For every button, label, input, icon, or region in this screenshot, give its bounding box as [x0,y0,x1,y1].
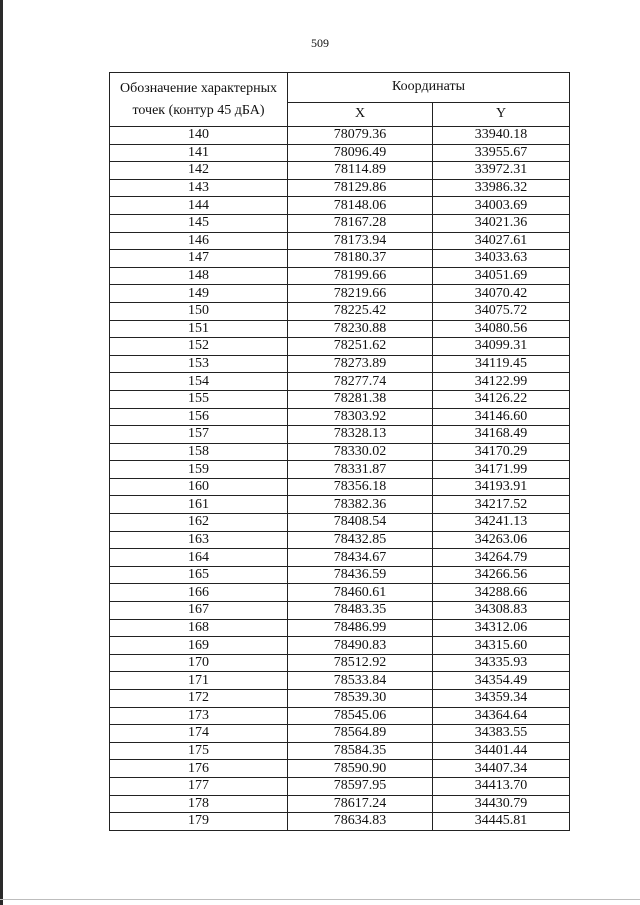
table-row [110,566,570,584]
table-row [110,584,570,602]
point-number-cell: 143 [110,179,288,197]
y-coordinate-cell: 34364.64 [433,707,570,725]
point-number-cell: 166 [110,584,288,602]
x-coordinate-cell: 78330.02 [288,443,433,461]
y-coordinate-cell: 34264.79 [433,549,570,567]
point-number-cell: 174 [110,725,288,743]
x-coordinate-cell: 78436.59 [288,566,433,584]
y-column-header: Y [433,102,570,126]
point-number-cell: 167 [110,602,288,620]
y-coordinate-cell: 34146.60 [433,408,570,426]
y-coordinate-cell: 34308.83 [433,602,570,620]
y-coordinate-cell: 34126.22 [433,390,570,408]
table-row [110,637,570,655]
coordinates-header: Координаты [288,73,570,103]
x-coordinate-cell: 78230.88 [288,320,433,338]
table-row [110,302,570,320]
table-row [110,179,570,197]
point-number-cell: 170 [110,654,288,672]
x-coordinate-cell: 78281.38 [288,390,433,408]
y-coordinate-cell: 34445.81 [433,813,570,831]
coordinates-table [109,72,570,831]
x-coordinate-cell: 78634.83 [288,813,433,831]
table-row [110,654,570,672]
x-coordinate-cell: 78273.89 [288,355,433,373]
point-number-cell: 148 [110,267,288,285]
x-coordinate-cell: 78167.28 [288,214,433,232]
table-row [110,461,570,479]
point-number-cell: 145 [110,214,288,232]
table-row [110,197,570,215]
table-row [110,619,570,637]
x-coordinate-cell: 78219.66 [288,285,433,303]
table-row [110,232,570,250]
y-coordinate-cell: 34315.60 [433,637,570,655]
scan-bottom-line [0,899,640,900]
point-number-cell: 158 [110,443,288,461]
table-row [110,531,570,549]
table-row [110,478,570,496]
x-coordinate-cell: 78251.62 [288,338,433,356]
x-coordinate-cell: 78356.18 [288,478,433,496]
point-number-cell: 177 [110,777,288,795]
y-coordinate-cell: 34080.56 [433,320,570,338]
y-coordinate-cell: 33940.18 [433,127,570,145]
point-number-cell: 156 [110,408,288,426]
x-coordinate-cell: 78408.54 [288,514,433,532]
y-coordinate-cell: 34288.66 [433,584,570,602]
y-coordinate-cell: 34171.99 [433,461,570,479]
point-number-cell: 168 [110,619,288,637]
point-number-cell: 144 [110,197,288,215]
y-coordinate-cell: 34122.99 [433,373,570,391]
x-coordinate-cell: 78490.83 [288,637,433,655]
point-number-cell: 171 [110,672,288,690]
y-coordinate-cell: 34119.45 [433,355,570,373]
x-coordinate-cell: 78590.90 [288,760,433,778]
y-coordinate-cell: 34051.69 [433,267,570,285]
table-row [110,777,570,795]
x-coordinate-cell: 78148.06 [288,197,433,215]
y-coordinate-cell: 34070.42 [433,285,570,303]
x-coordinate-cell: 78512.92 [288,654,433,672]
table-row [110,426,570,444]
y-coordinate-cell: 34168.49 [433,426,570,444]
y-coordinate-cell: 33955.67 [433,144,570,162]
point-number-cell: 163 [110,531,288,549]
table-row [110,162,570,180]
table-row [110,725,570,743]
point-number-cell: 179 [110,813,288,831]
table-row [110,373,570,391]
point-number-cell: 140 [110,127,288,145]
y-coordinate-cell: 34430.79 [433,795,570,813]
y-coordinate-cell: 33972.31 [433,162,570,180]
table-row [110,602,570,620]
point-number-cell: 176 [110,760,288,778]
table-row [110,338,570,356]
x-coordinate-cell: 78096.49 [288,144,433,162]
x-coordinate-cell: 78225.42 [288,302,433,320]
point-number-cell: 146 [110,232,288,250]
x-coordinate-cell: 78460.61 [288,584,433,602]
y-coordinate-cell: 34383.55 [433,725,570,743]
y-coordinate-cell: 34407.34 [433,760,570,778]
x-coordinate-cell: 78114.89 [288,162,433,180]
y-coordinate-cell: 34075.72 [433,302,570,320]
table-row [110,496,570,514]
table-row [110,355,570,373]
y-coordinate-cell: 34170.29 [433,443,570,461]
table-row [110,390,570,408]
point-number-cell: 162 [110,514,288,532]
table-row [110,672,570,690]
y-coordinate-cell: 34217.52 [433,496,570,514]
x-coordinate-cell: 78434.67 [288,549,433,567]
table-row [110,127,570,145]
point-number-cell: 172 [110,690,288,708]
x-coordinate-cell: 78079.36 [288,127,433,145]
y-coordinate-cell: 34193.91 [433,478,570,496]
point-number-cell: 159 [110,461,288,479]
x-coordinate-cell: 78303.92 [288,408,433,426]
table-row [110,320,570,338]
x-coordinate-cell: 78328.13 [288,426,433,444]
point-number-cell: 164 [110,549,288,567]
table-row [110,549,570,567]
point-number-cell: 151 [110,320,288,338]
point-number-cell: 155 [110,390,288,408]
table-row [110,144,570,162]
y-coordinate-cell: 34241.13 [433,514,570,532]
x-coordinate-cell: 78173.94 [288,232,433,250]
point-number-cell: 161 [110,496,288,514]
x-coordinate-cell: 78483.35 [288,602,433,620]
table-row [110,514,570,532]
y-coordinate-cell: 34335.93 [433,654,570,672]
y-coordinate-cell: 34401.44 [433,742,570,760]
point-number-cell: 165 [110,566,288,584]
y-coordinate-cell: 34312.06 [433,619,570,637]
point-number-cell: 178 [110,795,288,813]
point-number-cell: 169 [110,637,288,655]
point-number-cell: 173 [110,707,288,725]
x-coordinate-cell: 78129.86 [288,179,433,197]
x-coordinate-cell: 78539.30 [288,690,433,708]
y-coordinate-cell: 34021.36 [433,214,570,232]
point-number-cell: 154 [110,373,288,391]
point-number-cell: 153 [110,355,288,373]
table-row [110,267,570,285]
x-column-header: X [288,102,433,126]
scan-left-edge [0,0,3,905]
point-number-cell: 147 [110,250,288,268]
table-row [110,250,570,268]
y-coordinate-cell: 34413.70 [433,777,570,795]
x-coordinate-cell: 78584.35 [288,742,433,760]
x-coordinate-cell: 78277.74 [288,373,433,391]
x-coordinate-cell: 78486.99 [288,619,433,637]
x-coordinate-cell: 78597.95 [288,777,433,795]
table-row [110,813,570,831]
table-row [110,214,570,232]
x-coordinate-cell: 78545.06 [288,707,433,725]
point-number-cell: 175 [110,742,288,760]
y-coordinate-cell: 34033.63 [433,250,570,268]
x-coordinate-cell: 78432.85 [288,531,433,549]
y-coordinate-cell: 34263.06 [433,531,570,549]
y-coordinate-cell: 34359.34 [433,690,570,708]
table-row [110,285,570,303]
point-number-cell: 160 [110,478,288,496]
x-coordinate-cell: 78564.89 [288,725,433,743]
x-coordinate-cell: 78617.24 [288,795,433,813]
y-coordinate-cell: 34354.49 [433,672,570,690]
y-coordinate-cell: 34266.56 [433,566,570,584]
table-row [110,707,570,725]
point-number-cell: 152 [110,338,288,356]
page-number: 509 [311,36,329,50]
table-row [110,795,570,813]
x-coordinate-cell: 78199.66 [288,267,433,285]
point-number-cell: 157 [110,426,288,444]
table-body [110,127,570,831]
y-coordinate-cell: 34099.31 [433,338,570,356]
y-coordinate-cell: 34027.61 [433,232,570,250]
y-coordinate-cell: 33986.32 [433,179,570,197]
point-number-cell: 150 [110,302,288,320]
y-coordinate-cell: 34003.69 [433,197,570,215]
table-row [110,690,570,708]
x-coordinate-cell: 78331.87 [288,461,433,479]
point-number-cell: 141 [110,144,288,162]
x-coordinate-cell: 78180.37 [288,250,433,268]
point-designation-header: Обозначение характерных точек (контур 45 дБА) [110,73,288,127]
x-coordinate-cell: 78382.36 [288,496,433,514]
table-row [110,408,570,426]
point-number-cell: 149 [110,285,288,303]
table-row [110,760,570,778]
x-coordinate-cell: 78533.84 [288,672,433,690]
point-number-cell: 142 [110,162,288,180]
table-row [110,742,570,760]
table-row [110,443,570,461]
